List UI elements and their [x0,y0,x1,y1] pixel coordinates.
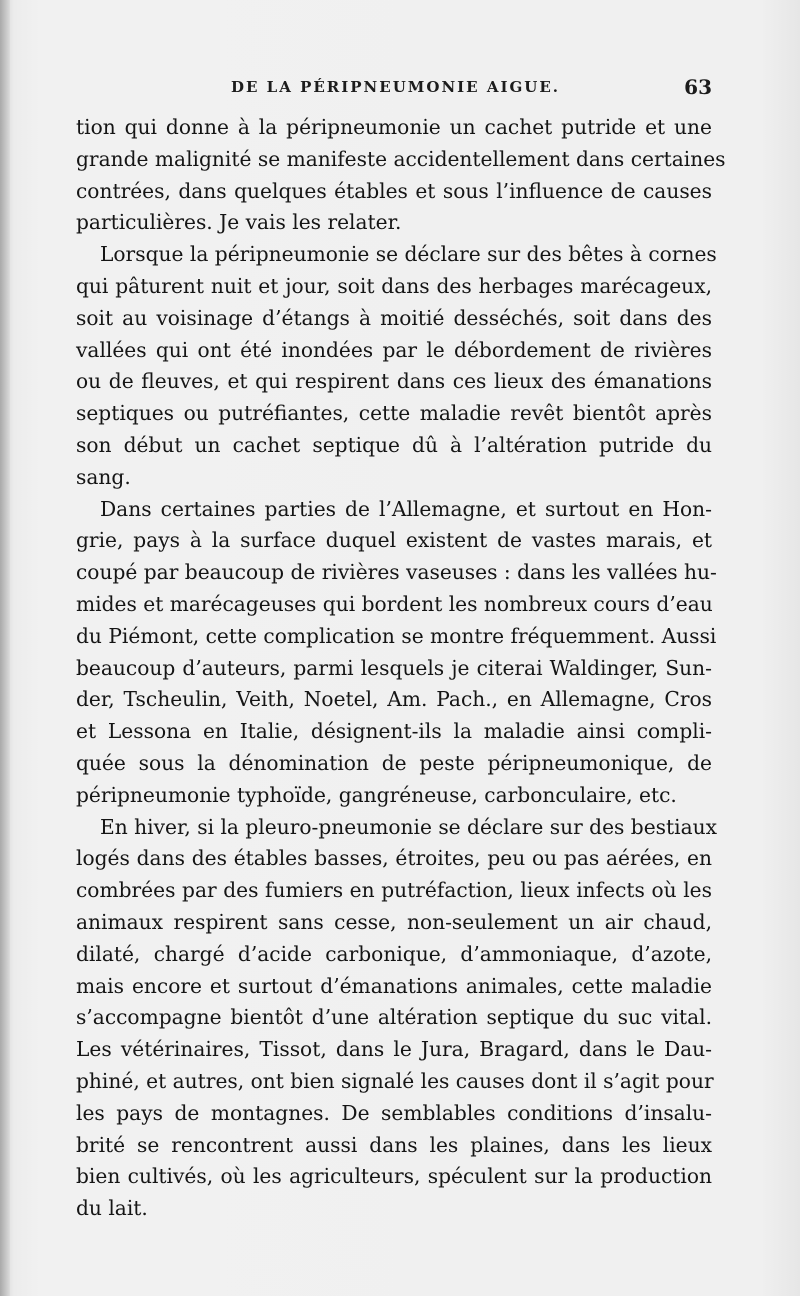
page-header [76,75,712,102]
text-line: particulières. Je vais les relater. [76,210,402,235]
text-line: grande malignité se manifeste accidentellement dans certaines [76,146,726,171]
text-line: mais encore et surtout d’émanations animales, cette maladie [76,973,712,998]
text-line: der, Tscheulin, Veith, Noetel, Am. Pach., en Allemagne, Cros [76,687,712,712]
text-line: En hiver, si la pleuro-pneumonie se déclare sur des bestiaux [100,814,718,839]
text-line: tion qui donne à la péripneumonie un cachet putride et une [76,115,712,139]
text-line: combrées par des fumiers en putréfaction, lieux infects où les [76,878,712,903]
text-line: Lorsque la péripneumonie se déclare sur des bêtes à cornes [100,242,717,267]
text-line: quée sous la dénomination de peste péripneumonique, de [76,750,712,775]
text-line: phiné, et autres, ont bien signalé les causes dont il s’agit pour [76,1068,714,1093]
body-text [76,112,726,1225]
text-line: mides et marécageuses qui bordent les nombreux cours d’eau [76,591,713,616]
text-line: qui pâturent nuit et jour, soit dans des herbages marécageux, [76,273,712,298]
text-line: logés dans des étables basses, étroites, peu ou pas aérées, en [76,846,712,871]
text-line: grie, pays à la surface duquel existent de vastes marais, et [76,528,712,553]
text-line: ou de fleuves, et qui respirent dans ces lieux des émanations [76,369,712,394]
text-line: contrées, dans quelques étables et sous l’influence de causes [76,178,712,203]
text-line: et Lessona en Italie, désignent-ils la maladie ainsi compli- [76,719,712,744]
text-line: s’accompagne bientôt d’une altération septique du suc vital. [76,1005,712,1030]
text-line: vallées qui ont été inondées par le débordement de rivières [76,337,712,362]
page-gutter-shadow [0,0,10,1296]
text-line: brité se rencontrent aussi dans les plaines, dans les lieux [76,1132,712,1157]
text-line: Les vétérinaires, Tissot, dans le Jura, Bragard, dans le Dau- [76,1037,712,1062]
text-line: sang. [76,464,131,489]
text-line: du Piémont, cette complication se montre fréquemment. Aussi [76,623,717,648]
text-line: du lait. [76,1196,148,1221]
running-title: DE LA PÉRIPNEUMONIE AIGUE. [231,78,561,96]
text-line: soit au voisinage d’étangs à moitié desséchés, soit dans des [76,305,712,330]
text-line: animaux respirent sans cesse, non-seulement un air chaud, [76,909,712,934]
text-line: les pays de montagnes. De semblables conditions d’insalu- [76,1100,712,1125]
text-line: septiques ou putréfiantes, cette maladie revêt bientôt après [76,401,712,426]
text-line: péripneumonie typhoïde, gangréneuse, carbonculaire, etc. [76,782,677,807]
text-line: dilaté, chargé d’acide carbonique, d’ammoniaque, d’azote, [76,941,712,966]
page-number: 63 [684,75,712,99]
text-line: beaucoup d’auteurs, parmi lesquels je citerai Waldinger, Sun- [76,655,712,680]
text-line: bien cultivés, où les agriculteurs, spéculent sur la production [76,1164,712,1189]
text-line: son début un cachet septique dû à l’altération putride du [76,432,712,457]
text-line: Dans certaines parties de l’Allemagne, et surtout en Hon- [100,496,712,521]
text-line: coupé par beaucoup de rivières vaseuses : dans les vallées hu- [76,560,717,585]
